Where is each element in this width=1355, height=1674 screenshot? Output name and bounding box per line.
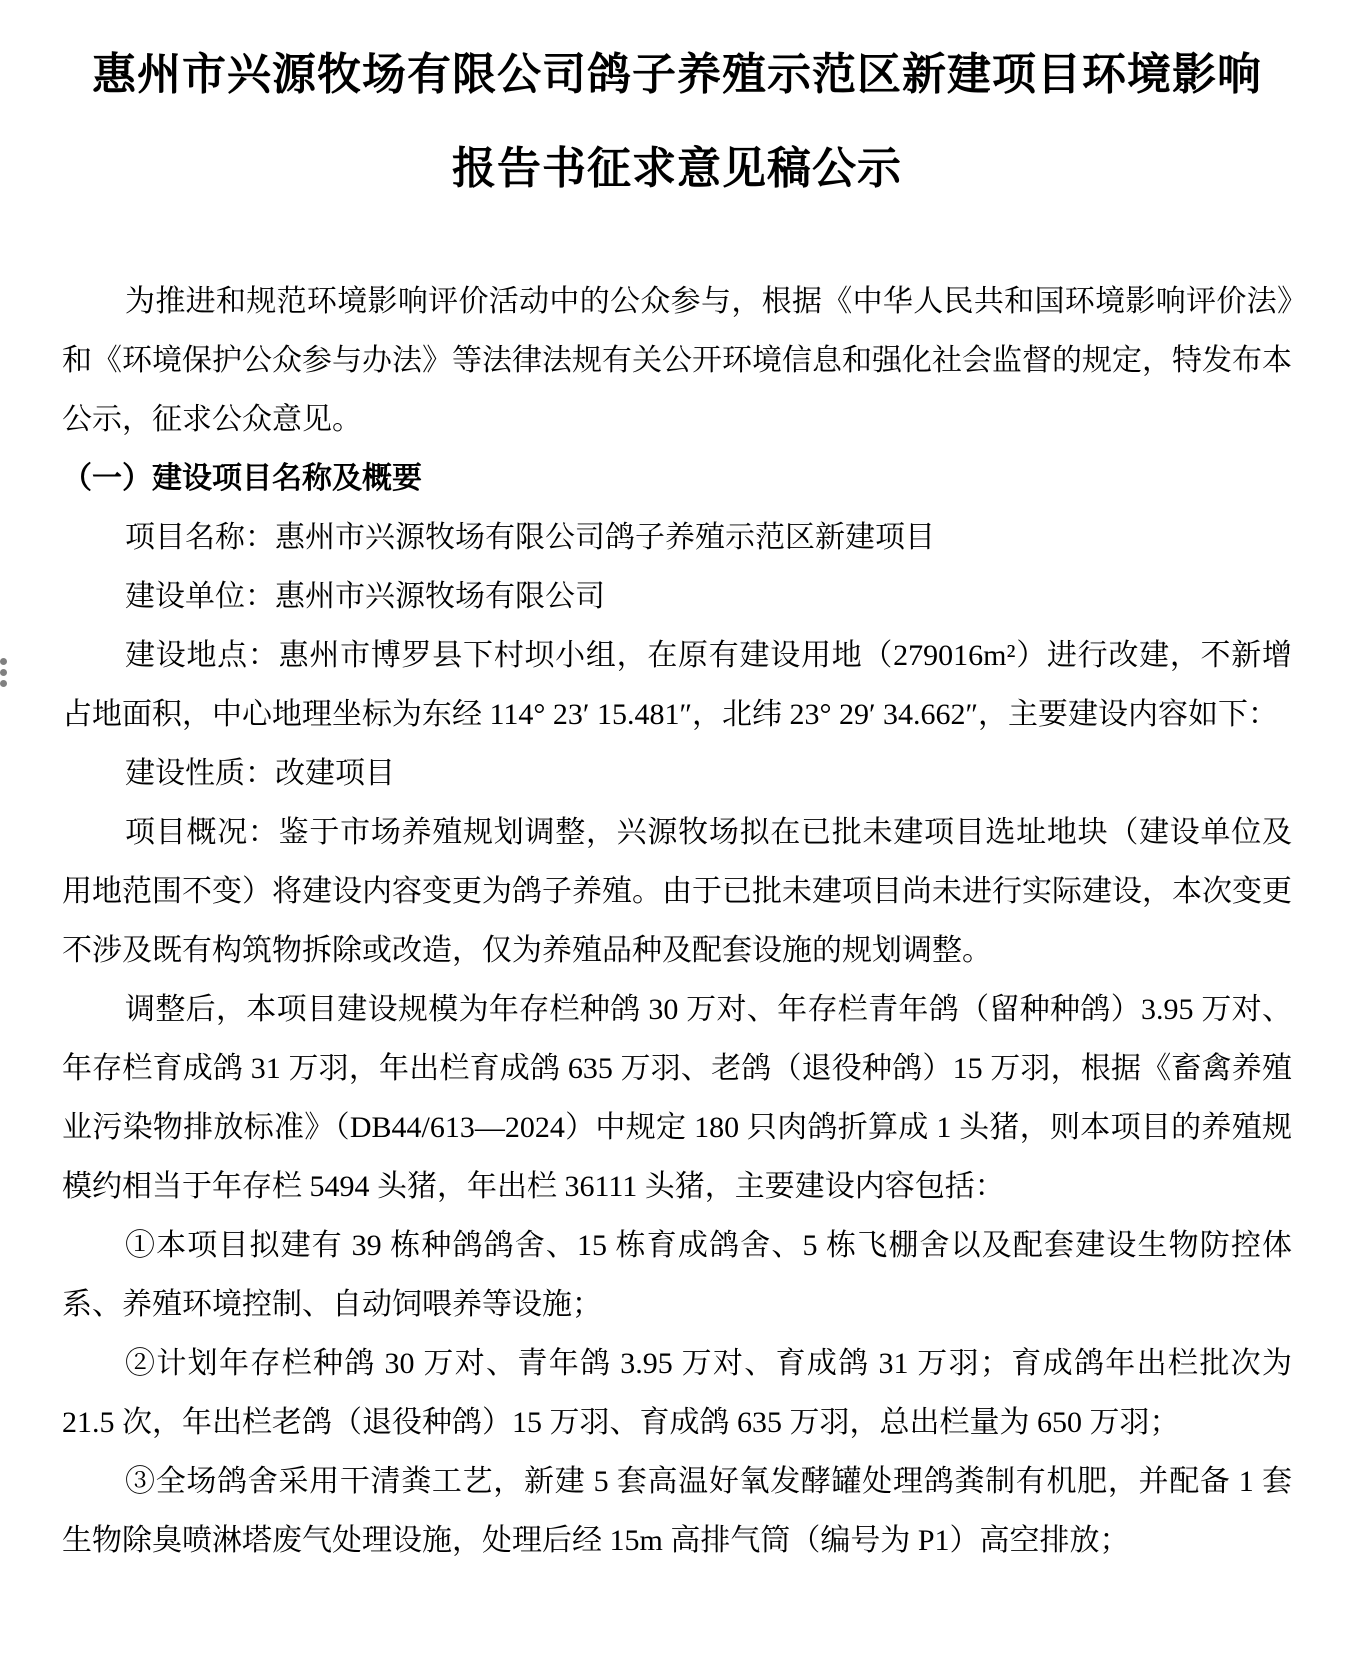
paragraph-construction-nature: 建设性质：改建项目 xyxy=(125,757,395,790)
document-title xyxy=(62,28,1292,216)
title-line-1: 惠州市兴源牧场有限公司鸽子养殖示范区新建项目环境影响 xyxy=(92,50,1262,99)
intro-paragraph: 为推进和规范环境影响评价活动中的公众参与，根据《中华人民共和国环境影响评价法》和《环境保护公众参与办法》等法律法规有关公开环境信息和强化社会监督的规定，特发布本公示，征求公众意见。 xyxy=(62,285,1292,436)
document-body xyxy=(62,272,1292,1570)
paragraph-item-1: ①本项目拟建有 39 栋种鸽鸽舍、15 栋育成鸽舍、5 栋飞棚舍以及配套建设生物防控体系、养殖环境控制、自动饲喂养等设施； xyxy=(62,1229,1292,1321)
paragraph-project-name: 项目名称：惠州市兴源牧场有限公司鸽子养殖示范区新建项目 xyxy=(125,521,935,554)
paragraph-project-overview: 项目概况：鉴于市场养殖规划调整，兴源牧场拟在已批未建项目选址地块（建设单位及用地范围不变）将建设内容变更为鸽子养殖。由于已批未建项目尚未进行实际建设，本次变更不涉及既有构筑物拆除或改造，仅为养殖品种及配套设施的规划调整。 xyxy=(62,816,1292,967)
paragraph-location: 建设地点：惠州市博罗县下村坝小组，在原有建设用地（279016m²）进行改建，不新增占地面积，中心地理坐标为东经 114° 23′ 15.481″，北纬 23° 29′ 34.662″，主要建设内容如下： xyxy=(62,639,1292,731)
section-1-heading: （一）建设项目名称及概要 xyxy=(62,462,422,495)
paragraph-item-3: ③全场鸽舍采用干清粪工艺，新建 5 套高温好氧发酵罐处理鸽粪制有机肥，并配备 1 套生物除臭喷淋塔废气处理设施，处理后经 15m 高排气筒（编号为 P1）高空排放； xyxy=(62,1465,1292,1557)
paragraph-item-2: ②计划年存栏种鸽 30 万对、青年鸽 3.95 万对、育成鸽 31 万羽；育成鸽年出栏批次为 21.5 次，年出栏老鸽（退役种鸽）15 万羽、育成鸽 635 万羽，总出栏量为 650 万羽； xyxy=(62,1347,1292,1439)
paragraph-construction-unit: 建设单位：惠州市兴源牧场有限公司 xyxy=(125,580,605,613)
paragraph-project-scale: 调整后，本项目建设规模为年存栏种鸽 30 万对、年存栏青年鸽（留种种鸽）3.95 万对、年存栏育成鸽 31 万羽，年出栏育成鸽 635 万羽、老鸽（退役种鸽）15 万羽，根据《畜禽养殖业污染物排放标准》（DB44/613—2024）中规定 180 只肉鸽折算成 1 头猪，则本项目的养殖规模约相当于年存栏 5494 头猪，年出栏 36111 头猪，主要建设内容包括： xyxy=(62,993,1292,1203)
dot xyxy=(0,658,7,665)
title-line-2: 报告书征求意见稿公示 xyxy=(452,144,902,193)
dot xyxy=(0,680,7,687)
dot xyxy=(0,669,7,676)
vertical-dots-icon[interactable] xyxy=(0,658,8,687)
